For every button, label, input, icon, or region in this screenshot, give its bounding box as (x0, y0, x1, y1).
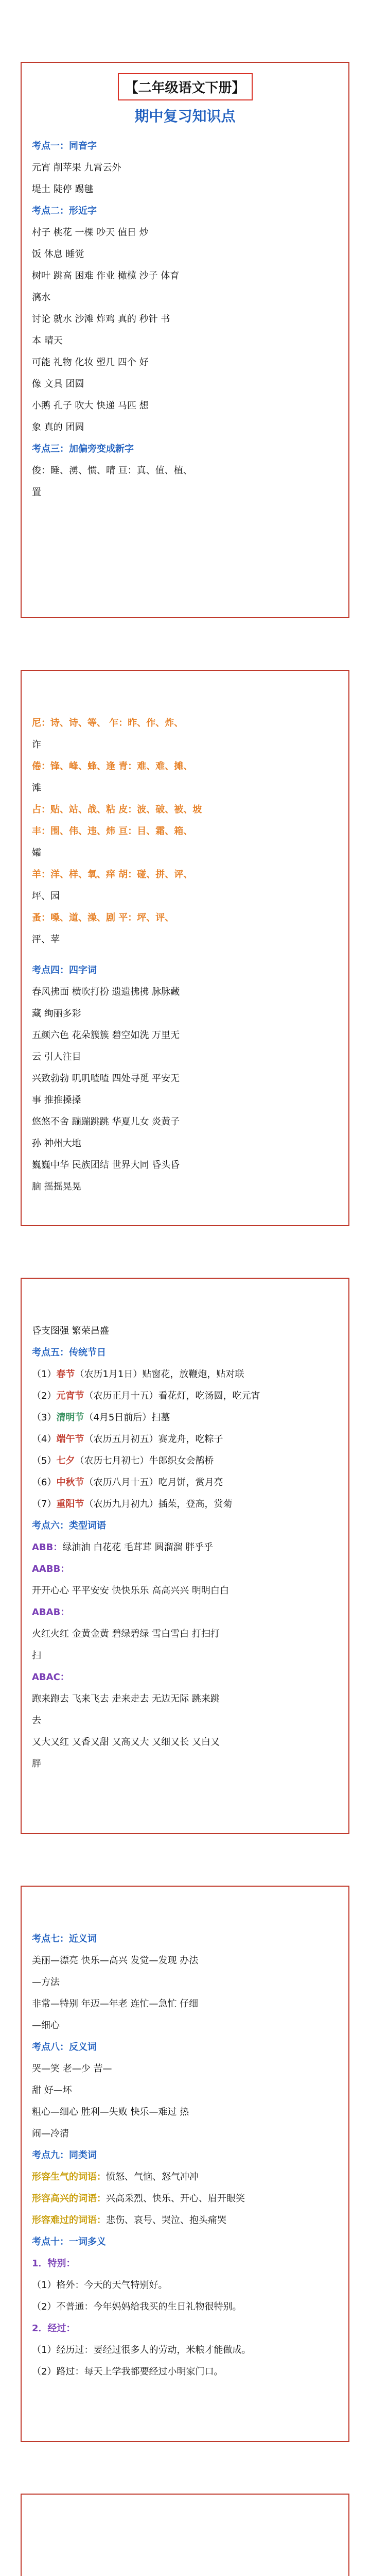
radical-line: 倦：锋、峰、蜂、逢 青：难、难、摊、 (32, 761, 193, 772)
section-4-line: 脑 摇摇晃晃 (32, 1181, 81, 1192)
festival-number: （7） (32, 1499, 57, 1510)
aabb-label: AABB： (32, 1564, 70, 1574)
section-7-line: 非常—特别 年迈—年老 连忙—急忙 仔细 (32, 1998, 199, 2009)
festival-name: 春节 (56, 1369, 75, 1380)
festival-item (32, 1390, 338, 1402)
festival-number: （6） (32, 1477, 57, 1488)
section-7-line: —细心 (32, 2020, 60, 2031)
section-2-line: 像 文具 团圆 (32, 379, 84, 389)
section-8-line: 粗心—细心 胜利—失败 快乐—难过 热 (32, 2107, 189, 2117)
abb-label: ABB： (32, 1542, 63, 1553)
festival-name: 清明节 (56, 1412, 84, 1423)
section-10-heading: 考点十：一词多义 (32, 2236, 106, 2247)
section-4-line: 藏 绚丽多彩 (32, 1008, 81, 1019)
abac-words: 胖 (32, 1758, 41, 1769)
festival-text: （4月5日前后）扫墓 (84, 1412, 170, 1423)
festival-name: 端午节 (56, 1434, 84, 1445)
page-4-content (32, 1887, 338, 2441)
section-7-line: —方法 (32, 1977, 60, 1988)
section-4-line: 悠悠不舍 蹦蹦跳跳 华夏儿女 炎黄子 (32, 1116, 180, 1127)
abb-words: 绿油油 白花花 毛茸茸 圆溜溜 胖乎乎 (62, 1542, 214, 1553)
festival-number: （4） (32, 1434, 57, 1445)
festival-name: 元宵节 (56, 1391, 84, 1401)
section-2-line: 可能 礼物 化妆 塑几 四个 好 (32, 357, 149, 368)
festival-name: 重阳节 (56, 1499, 84, 1510)
abac-words: 又大又红 又香又甜 又高又大 又细又长 又白又 (32, 1737, 220, 1748)
festival-text: （农历七月初七）牛郎织女会鹊桥 (75, 1455, 214, 1466)
festival-name: 中秋节 (56, 1477, 84, 1488)
synonym-group (32, 2214, 338, 2227)
abac-words: 去 (32, 1715, 41, 1726)
section-2-line: 村子 桃花 一棵 吵天 值日 炒 (32, 227, 149, 238)
group-label: 形容难过的词语： (32, 2215, 106, 2226)
radical-line: 羊：洋、样、氧、痒 胡：碰、拼、评、 (32, 869, 193, 880)
festival-item (32, 1477, 338, 1489)
section-5-heading: 考点五：传统节日 (32, 1347, 106, 1358)
abab-words: 扫 (32, 1650, 41, 1661)
abb-line (32, 1541, 338, 1554)
section-2-line: 树叶 跳高 困难 作业 橄榄 沙子 体育 (32, 270, 180, 281)
festival-text: （农历1月1日）贴窗花，放鞭炮，贴对联 (75, 1369, 244, 1380)
page-3-content (32, 1279, 338, 1833)
abac-words: 跑来跑去 飞来飞去 走来走去 无边无际 跳来跳 (32, 1693, 220, 1704)
section-4-line: 五颜六色 花朵簇簇 碧空如洗 万里无 (32, 1030, 180, 1041)
aabb-words: 开开心心 平平安安 快快乐乐 高高兴兴 明明白白 (32, 1585, 229, 1596)
page-3 (21, 1278, 349, 1834)
section-1-heading: 考点一：同音字 (32, 141, 97, 151)
section-8-heading: 考点八：反义词 (32, 2042, 97, 2053)
page-4 (21, 1886, 349, 2442)
section-4-line: 孙 神州大地 (32, 1138, 81, 1149)
section-4-line: 巍巍中华 民族团结 世界大同 昏头昏 (32, 1160, 180, 1171)
section-1-line: 元宵 削苹果 九霄云外 (32, 162, 121, 173)
document-subtitle: 期中复习知识点 (134, 108, 236, 125)
page-2 (21, 670, 349, 1226)
synonym-group (32, 2193, 338, 2205)
festival-number: （1） (32, 1369, 57, 1380)
abab-label: ABAB： (32, 1607, 70, 1618)
festival-item (32, 1498, 338, 1511)
radical-line: 蚤：嗓、道、澡、剧 平：坪、评、 (32, 912, 174, 923)
radical-line: 尼：诗、诗、等、 乍：昨、作、炸、 (32, 718, 184, 728)
festival-item (32, 1412, 338, 1424)
synonym-group (32, 2171, 338, 2183)
section-2-line: 小鹅 孔子 吹大 快递 马匹 想 (32, 400, 149, 411)
section-7-line: 美丽—漂亮 快乐—高兴 发觉—发现 办法 (32, 1955, 199, 1966)
poly-item: （2）路过：每天上学我都要经过小明家门口。 (32, 2366, 223, 2377)
group-label: 形容生气的词语： (32, 2172, 106, 2182)
section-6-heading: 考点六：类型词语 (32, 1520, 106, 1531)
section-4-line: 云 引人注目 (32, 1052, 81, 1062)
festival-item (32, 1455, 338, 1467)
festival-text: （农历八月十五）吃月饼，赏月亮 (84, 1477, 223, 1488)
radical-line: 泙、苹 (32, 934, 60, 945)
section-3-line: 置 (32, 487, 41, 498)
group-label: 形容高兴的词语： (32, 2193, 106, 2204)
section-1-line: 堤土 陡停 踢毽 (32, 184, 94, 195)
radical-line: 诈 (32, 739, 41, 750)
section-4-line: 春风拂面 横吹打扮 遗遗拂拂 脉脉藏 (32, 987, 180, 997)
section-8-line: 哭—笑 老—少 苦— (32, 2063, 112, 2074)
section-2-line: 本 晴天 (32, 335, 63, 346)
section-8-line: 甜 好—坏 (32, 2085, 72, 2096)
festival-text: （农历九月初九）插茱，登高，赏菊 (84, 1499, 233, 1510)
document-title: 【二年级语文下册】 (117, 73, 252, 100)
section-7-heading: 考点七：近义词 (32, 1934, 97, 1944)
section-3-line: 俊：睡、湧、惯、晴 亘：真、值、植、 (32, 465, 192, 476)
poly-item: （1）经历过：要经过很多人的劳动，米粮才能做成。 (32, 2345, 251, 2355)
section-2-heading: 考点二：形近字 (32, 206, 97, 216)
festival-number: （2） (32, 1391, 57, 1401)
group-text: 愤怒、气恼、怒气冲冲 (106, 2172, 199, 2182)
section-8-line: 闹—冷清 (32, 2128, 69, 2139)
page-5 (21, 2494, 349, 2576)
radical-line: 丰：围、伟、违、炜 亘：目、霜、箱、 (32, 826, 193, 837)
festival-text: （农历正月十五）看花灯，吃汤圆，吃元宵 (84, 1391, 260, 1401)
festival-name: 七夕 (56, 1455, 75, 1466)
page-2-content (32, 671, 338, 1225)
section-2-line: 讨论 就水 沙滩 炸鸡 真的 秒针 书 (32, 314, 170, 325)
section-9-heading: 考点九：同类词 (32, 2150, 97, 2161)
page-1-content (32, 63, 338, 617)
page-1 (21, 62, 349, 618)
section-2-line: 漓水 (32, 292, 50, 303)
group-text: 兴高采烈、快乐、开心、眉开眼笑 (106, 2193, 245, 2204)
poly-item: （2）不普通：今年妈妈给我买的生日礼物很特别。 (32, 2301, 242, 2312)
section-4-heading: 考点四：四字词 (32, 965, 97, 976)
radical-line: 孀 (32, 848, 41, 858)
poly-item: （1）格外：今天的天气特别好。 (32, 2280, 168, 2291)
poly-heading: 2．经过： (32, 2323, 76, 2334)
radical-line: 滩 (32, 783, 41, 793)
idiom-line: 昏支图强 繁荣昌盛 (32, 1326, 109, 1336)
section-4-line: 兴致勃勃 叽叽喳喳 四处寻觅 平安无 (32, 1073, 180, 1084)
radical-line: 坪、园 (32, 891, 60, 902)
festival-text: （农历五月初五）赛龙舟，吃粽子 (84, 1434, 223, 1445)
festival-item (32, 1433, 338, 1446)
festival-number: （3） (32, 1412, 57, 1423)
poly-heading: 1．特别： (32, 2258, 76, 2269)
abab-words: 火红火红 金黄金黄 碧绿碧绿 雪白雪白 打扫打 (32, 1629, 220, 1639)
radical-line: 占：贴、站、战、粘 皮：波、破、被、坡 (32, 804, 202, 815)
section-2-line: 饭 休息 睡觉 (32, 249, 84, 260)
section-3-heading: 考点三：加偏旁变成新字 (32, 444, 134, 454)
festival-number: （5） (32, 1455, 57, 1466)
section-4-line: 事 推推搡搡 (32, 1095, 81, 1106)
festival-item (32, 1368, 338, 1381)
group-text: 悲伤、哀号、哭泣、抱头痛哭 (106, 2215, 226, 2226)
section-2-line: 象 真的 团圆 (32, 422, 84, 433)
abac-label: ABAC： (32, 1672, 69, 1683)
